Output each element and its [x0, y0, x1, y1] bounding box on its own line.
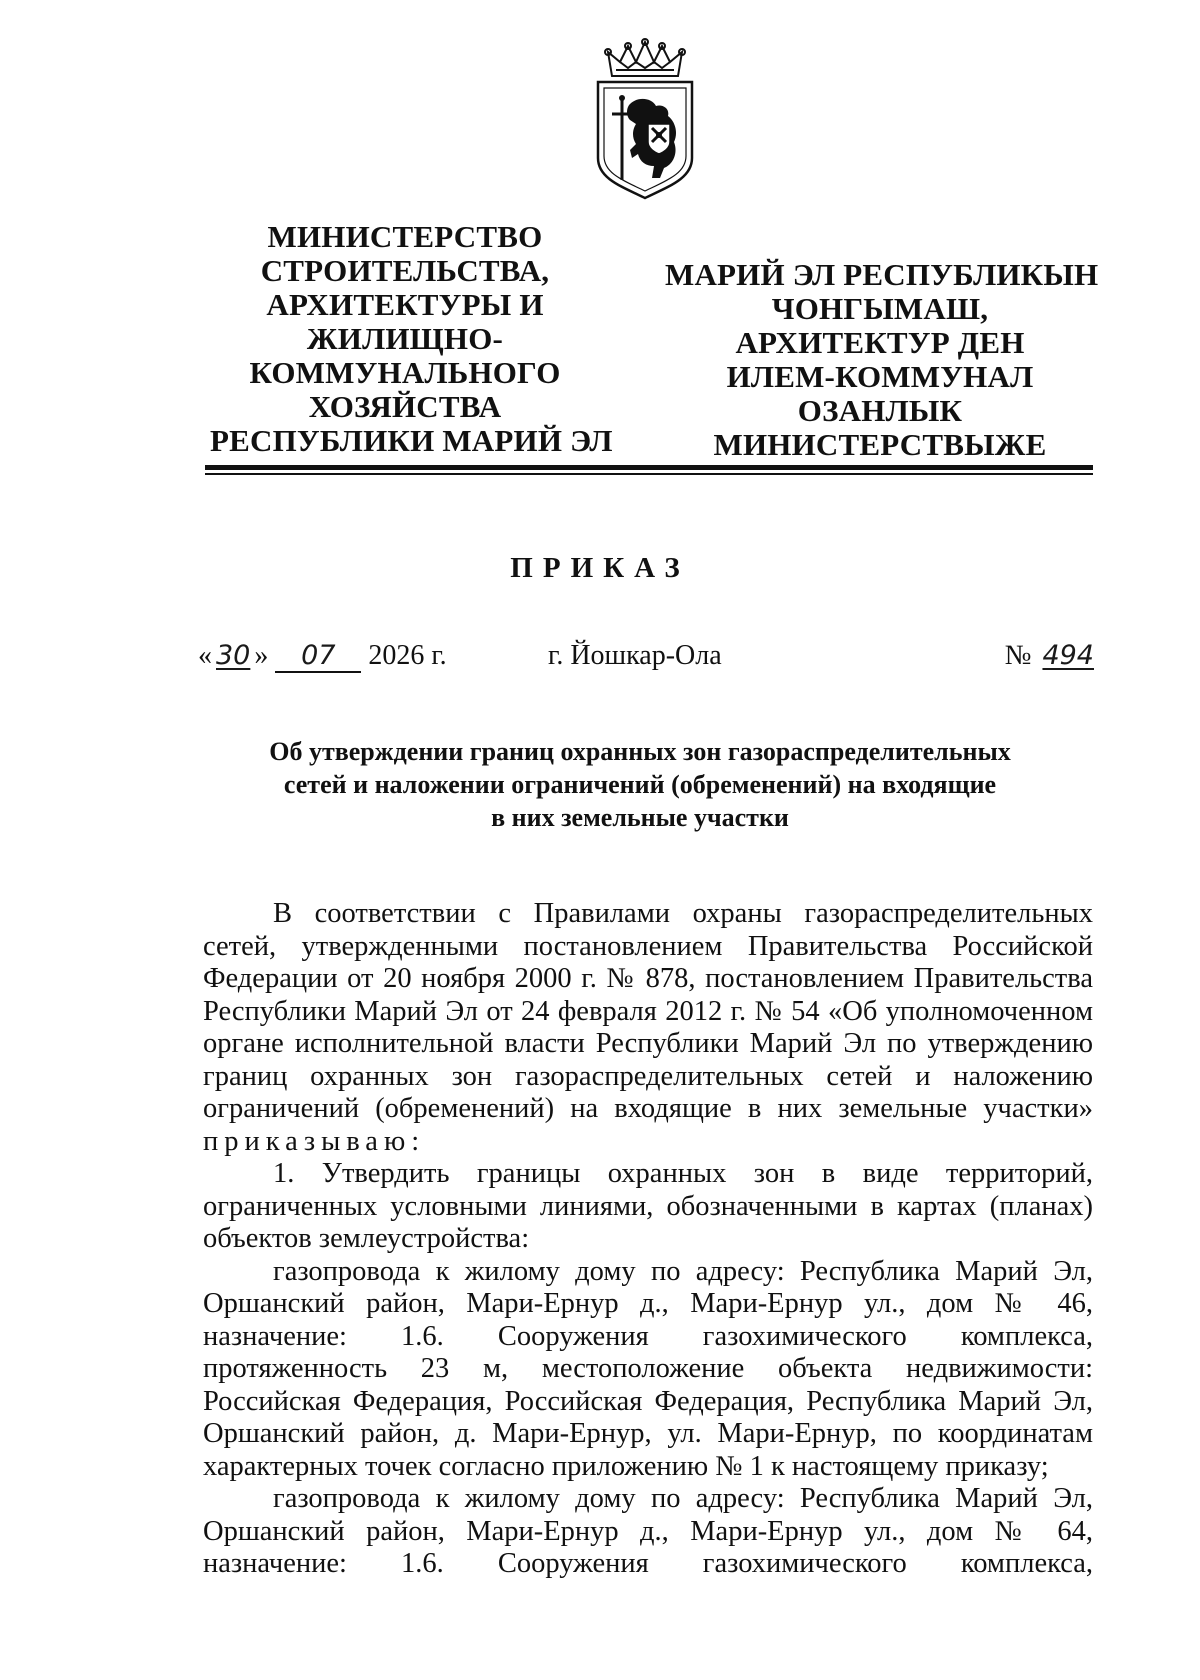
body-line: Республики Марий Эл от 24 февраля 2012 г. № 54 «Об уполномоченном [203, 995, 1093, 1027]
body-line: газопровода к жилому дому по адресу: Республика Марий Эл, [273, 1483, 1093, 1514]
header-divider-thick [205, 465, 1093, 470]
header-right-line: МАРИЙ ЭЛ РЕСПУБЛИКЫН [665, 257, 1099, 292]
body-line: протяженность 23 м, местоположение объекта недвижимости: [203, 1353, 1093, 1384]
order-body [203, 898, 1093, 1581]
body-line: 1. Утвердить границы охранных зон в виде территорий, [273, 1158, 1093, 1189]
date-day: 30 [216, 640, 251, 671]
header-divider-thin [205, 473, 1093, 475]
body-line: характерных точек согласно приложению № 1 к настоящему приказу; [203, 1450, 1049, 1482]
ministry-name-russian [210, 219, 613, 458]
header-right-line: ОЗАНЛЫК [797, 393, 963, 428]
body-line: газопровода к жилому дому по адресу: Республика Марий Эл, [273, 1255, 1093, 1287]
body-line: Оршанский район, Мари-Ернур д., Мари-Ернур ул., дом № 46, [203, 1288, 1093, 1319]
date-open-quote: « [198, 640, 212, 671]
header-left-line: ХОЗЯЙСТВА [308, 389, 502, 424]
order-subject [220, 735, 1060, 834]
number-prefix: № [1004, 640, 1032, 671]
body-line: границ охранных зон газораспределительных сетей и наложению [203, 1060, 1093, 1092]
subject-line: сетей и наложении ограничений (обременений) на входящие [283, 770, 997, 799]
mari-el-coat-of-arms-icon [590, 38, 700, 203]
body-line: ограничений (обременений) на входящие в них земельные участки» [203, 1093, 1093, 1124]
body-line: органе исполнительной власти Республики Марий Эл по утверждению [203, 1028, 1093, 1059]
body-line: В соответствии с Правилами охраны газораспределительных [273, 898, 1093, 929]
ministry-name-mari [665, 257, 1099, 462]
body-line: назначение: 1.6. Сооружения газохимического комплекса, [203, 1320, 1093, 1352]
header-left-line: ЖИЛИЩНО- [306, 321, 504, 356]
body-line: Оршанский район, Мари-Ернур д., Мари-Ернур ул., дом № 64, [203, 1515, 1093, 1547]
date-close-quote: » [254, 640, 269, 671]
date-month: 07 [301, 640, 336, 671]
body-line: объектов землеустройства: [203, 1223, 530, 1254]
header-left-line: КОММУНАЛЬНОГО [249, 355, 561, 390]
header-left-line: РЕСПУБЛИКИ МАРИЙ ЭЛ [210, 423, 613, 458]
order-city: г. Йошкар-Ола [548, 640, 722, 671]
body-line: Российская Федерация, Российская Федерация, Республика Марий Эл, [203, 1385, 1093, 1417]
order-date [198, 640, 447, 673]
subject-line: в них земельные участки [491, 803, 789, 832]
order-number [1005, 640, 1098, 672]
body-line: сетей, утвержденными постановлением Правительства Российской [203, 930, 1093, 962]
date-year: 2026 г. [368, 640, 447, 671]
header-left-line: СТРОИТЕЛЬСТВА, [260, 253, 550, 288]
order-title: ПРИКАЗ [510, 552, 690, 584]
date-month-slot [275, 641, 361, 673]
header-right-line: МИНИСТЕРСТВЫЖЕ [713, 427, 1047, 462]
order-word: приказываю: [203, 1125, 426, 1157]
header-left-line: МИНИСТЕРСТВО [267, 219, 543, 254]
body-line: ограниченных условными линиями, обозначенными в картах (планах) [203, 1190, 1093, 1222]
header-right-line: ИЛЕМ-КОММУНАЛ [726, 359, 1034, 394]
subject-line: Об утверждении границ охранных зон газораспределительных [269, 737, 1011, 766]
order-date-row [198, 640, 1098, 680]
header-left-line: АРХИТЕКТУРЫ И [266, 287, 544, 322]
number-value: 494 [1042, 640, 1094, 671]
body-line: назначение: 1.6. Сооружения газохимического комплекса, [203, 1548, 1093, 1579]
header-right-line: ЧОНГЫМАШ, [771, 291, 989, 326]
body-line: Оршанский район, д. Мари-Ернур, ул. Мари-Ернур, по координатам [203, 1418, 1093, 1449]
body-line: Федерации от 20 ноября 2000 г. № 878, постановлением Правительства [203, 963, 1093, 994]
header-right-line: АРХИТЕКТУР ДЕН [735, 325, 1025, 360]
